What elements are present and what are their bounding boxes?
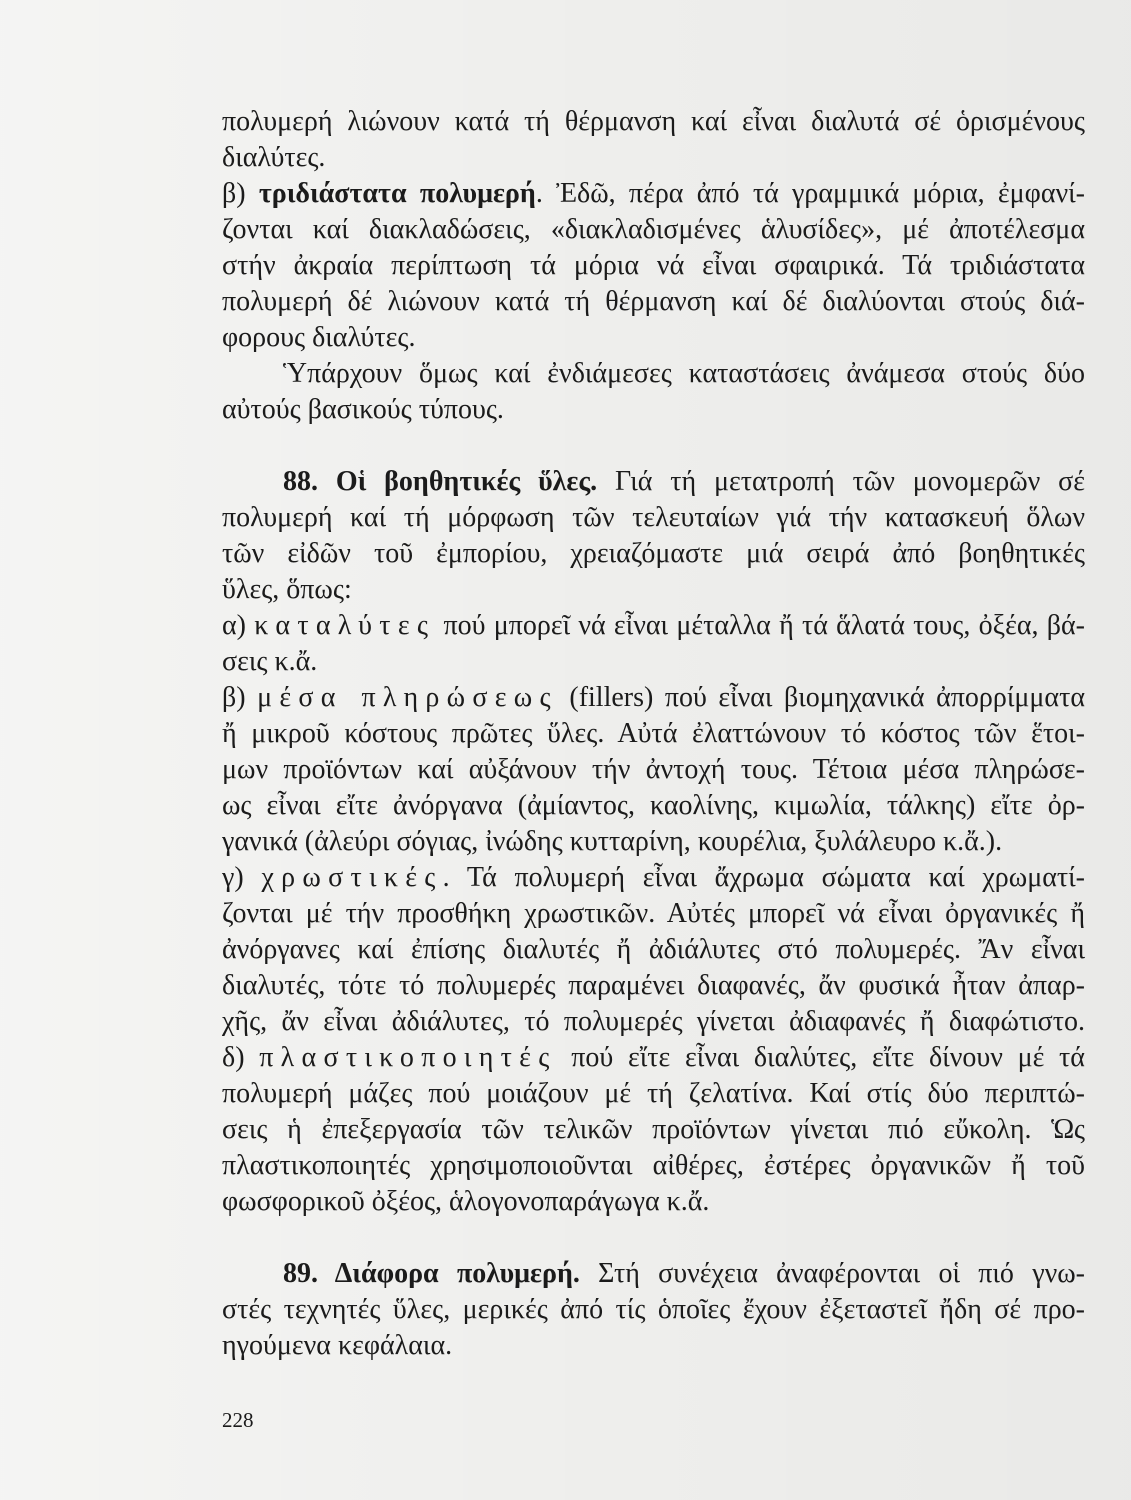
spaced-term: μέσα πληρώσεως xyxy=(257,682,558,713)
text-line: Ὑπάρχουν ὅμως καί ἐνδιάμεσες καταστάσεις ἀνάμεσα στούς δύο xyxy=(283,358,1085,389)
list-marker: β) xyxy=(222,682,258,713)
text-line: διαλυτές, τότε τό πολυμερές παραμένει διαφανές, ἄν φυσικά ἦταν ἀπαρ- xyxy=(222,970,1085,1001)
text-line xyxy=(222,1256,1085,1292)
spaced-term: πλαστικοποιητές xyxy=(259,1042,557,1073)
line-text: πού μπορεῖ νά εἶναι μέταλλα ἤ τά ἅλατά τους, ὀξέα, βά- xyxy=(435,610,1085,641)
list-marker: γ) xyxy=(222,862,262,893)
text-line: ὕλες, ὅπως: xyxy=(222,574,352,605)
text-line: σεις ἡ ἐπεξεργασία τῶν τελικῶν προϊόντων γίνεται πιό εὔκολη. Ὡς xyxy=(222,1114,1085,1145)
text-line: μων προϊόντων καί αὐξάνουν τήν ἀντοχή τους. Τέτοια μέσα πληρώσε- xyxy=(222,754,1085,785)
bold-term: τριδιάστατα πολυμερή xyxy=(258,178,536,209)
text-line: φορους διαλύτες. xyxy=(222,322,416,353)
text-line: χῆς, ἄν εἶναι ἀδιάλυτες, τό πολυμερές γίνεται ἀδιαφανές ἤ διαφώτιστο. xyxy=(222,1006,1085,1037)
list-marker: α) xyxy=(222,610,255,641)
line-text: . Ἐδῶ, πέρα ἀπό τά γραμμικά μόρια, ἐμφανί- xyxy=(535,178,1086,209)
text-line: ζονται καί διακλαδώσεις, «διακλαδισμένες ἁλυσίδες», μέ ἀποτέλεσμα xyxy=(222,214,1085,245)
text-line: στές τεχνητές ὕλες, μερικές ἀπό τίς ὁποῖες ἔχουν ἐξεταστεῖ ἤδη σέ προ- xyxy=(222,1294,1085,1325)
text-line: στήν ἀκραία περίπτωση τά μόρια νά εἶναι σφαιρικά. Τά τριδιάστατα xyxy=(222,250,1085,281)
line-text: Γιά τή μετατροπή τῶν μονομερῶν σέ xyxy=(597,466,1085,497)
line-text: (fillers) πού εἶναι βιομηχανικά ἀπορρίμματα xyxy=(557,682,1085,713)
text-line: ηγούμενα κεφάλαια. xyxy=(222,1330,453,1361)
text-line: τῶν εἰδῶν τοῦ ἐμπορίου, χρειαζόμαστε μιά σειρά ἀπό βοηθητικές xyxy=(222,538,1085,569)
text-line xyxy=(222,1040,1085,1076)
text-line: γανικά (ἀλεύρι σόγιας, ἰνώδης κυτταρίνη, κουρέλια, ξυλάλευρο κ.ἄ.). xyxy=(222,826,1003,857)
text-line xyxy=(222,680,1085,716)
text-line: ἀνόργανες καί ἐπίσης διαλυτές ἤ ἀδιάλυτες στό πολυμερές. Ἄν εἶναι xyxy=(222,934,1085,965)
line-text: Στή συνέχεια ἀναφέρονται οἱ πιό γνω- xyxy=(579,1258,1085,1289)
text-line: ἤ μικροῦ κόστους πρῶτες ὕλες. Αὐτά ἐλαττώνουν τό κόστος τῶν ἕτοι- xyxy=(222,718,1085,749)
text-line: διαλύτες. xyxy=(222,142,326,173)
line-text: πού εἴτε εἶναι διαλύτες, εἴτε δίνουν μέ τά xyxy=(556,1042,1085,1073)
section-heading-88: 88. Οἱ βοηθητικές ὕλες. xyxy=(283,466,598,497)
line-text: . Τά πολυμερή εἶναι ἄχρωμα σώματα καί χρωματί- xyxy=(442,862,1085,893)
text-line: φωσφορικοῦ ὀξέος, ἁλογονοπαράγωγα κ.ἄ. xyxy=(222,1186,710,1217)
text-line xyxy=(222,860,1085,896)
text-line: πολυμερή καί τή μόρφωση τῶν τελευταίων γιά τήν κατασκευή ὅλων xyxy=(222,502,1085,533)
text-line: ζονται μέ τήν προσθήκη χρωστικῶν. Αὐτές μπορεῖ νά εἶναι ὀργανικές ἤ xyxy=(222,898,1085,929)
text-line xyxy=(222,176,1085,212)
text-line: πολυμερή δέ λιώνουν κατά τή θέρμανση καί δέ διαλύονται στούς διά- xyxy=(222,286,1085,317)
spaced-term: χρωστικές xyxy=(261,862,443,893)
text-column xyxy=(222,104,1085,1364)
paragraph-gap xyxy=(222,428,1085,464)
page-number: 228 xyxy=(222,1408,254,1432)
section-heading-89: 89. Διάφορα πολυμερή. xyxy=(283,1258,580,1289)
list-marker: δ) xyxy=(222,1042,260,1073)
text-line xyxy=(222,608,1085,644)
paragraph-gap xyxy=(222,1220,1085,1256)
text-line: πλαστικοποιητές χρησιμοποιοῦνται αἰθέρες, ἐστέρες ὀργανικῶν ἤ τοῦ xyxy=(222,1150,1085,1181)
text-line: σεις κ.ἄ. xyxy=(222,646,318,677)
text-line xyxy=(222,464,1085,500)
text-line: πολυμερή μάζες πού μοιάζουν μέ τή ζελατίνα. Καί στίς δύο περιπτώ- xyxy=(222,1078,1085,1109)
text-line: ως εἶναι εἴτε ἀνόργανα (ἀμίαντος, καολίνης, κιμωλία, τάλκης) εἴτε ὀρ- xyxy=(222,790,1085,821)
text-line: πολυμερή λιώνουν κατά τή θέρμανση καί εἶναι διαλυτά σέ ὁρισμένους xyxy=(222,106,1085,137)
text-line: αὐτούς βασικούς τύπους. xyxy=(222,394,504,425)
spaced-term: καταλύτες xyxy=(254,610,436,641)
list-marker: β) xyxy=(222,178,259,209)
